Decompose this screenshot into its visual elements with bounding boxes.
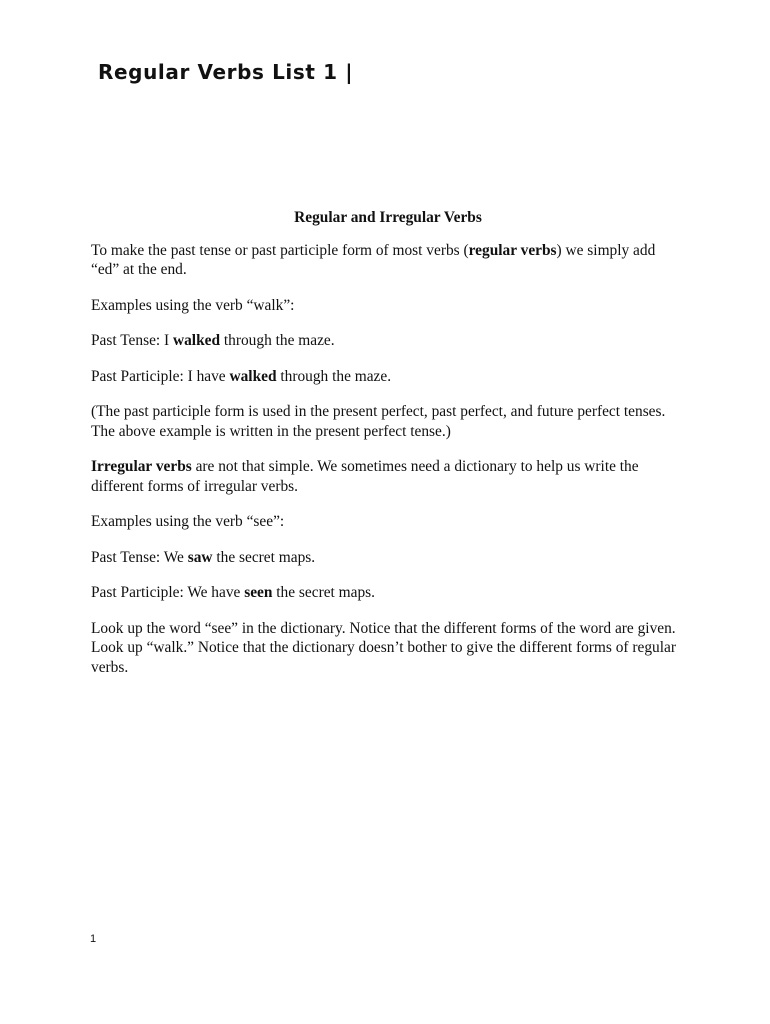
text-run: through the maze.	[220, 332, 335, 349]
paragraph-participle-note: (The past participle form is used in the present perfect, past perfect, and future perfect tenses. The above example is written in the present perfect tense.)	[91, 403, 666, 440]
bold-verb-saw: saw	[187, 548, 213, 566]
text-run: Past Tense: We	[91, 548, 188, 566]
document-title: Regular Verbs List 1 |	[98, 60, 354, 84]
bold-verb-walked: walked	[173, 332, 221, 349]
bold-term-regular-verbs: regular verbs	[468, 241, 557, 259]
text-run: are not that simple. We sometimes need a dictionary to help us write the different forms of irregular verbs.	[91, 458, 639, 495]
paragraph-regular-verbs-intro	[91, 241, 681, 280]
paragraph-see-past-participle	[91, 583, 681, 603]
bold-verb-walked: walked	[229, 367, 277, 385]
page-number: 1	[90, 933, 97, 945]
paragraph-walk-past-participle	[91, 367, 681, 387]
text-run: the secret maps.	[272, 584, 375, 601]
text-run: Past Participle: I have	[91, 367, 230, 385]
bold-term-irregular-verbs: Irregular verbs	[91, 458, 192, 475]
paragraph-see-examples-label: Examples using the verb “see”:	[91, 513, 285, 530]
paragraph-see-past-tense	[91, 548, 681, 568]
text-run: ) we simply add “ed” at the end.	[91, 241, 656, 278]
bold-verb-seen: seen	[244, 584, 273, 601]
text-run: through the maze.	[276, 367, 392, 385]
text-run: Past Tense: I	[91, 332, 173, 349]
text-run: Past Participle: We have	[91, 584, 245, 601]
paragraph-dictionary-note: Look up the word “see” in the dictionary. Notice that the different forms of the word are given. Look up “walk.” Notice that the dictionary doesn’t bother to give the different forms of regular verbs.	[91, 619, 676, 676]
paragraph-walk-past-tense	[91, 331, 681, 351]
text-run: To make the past tense or past participle form of most verbs (	[91, 241, 469, 259]
paragraph-walk-examples-label: Examples using the verb “walk”:	[91, 296, 295, 314]
paragraph-irregular-verbs-intro	[91, 457, 681, 496]
section-heading: Regular and Irregular Verbs	[294, 209, 482, 226]
document-body	[91, 208, 681, 693]
text-run: the secret maps.	[212, 548, 316, 566]
